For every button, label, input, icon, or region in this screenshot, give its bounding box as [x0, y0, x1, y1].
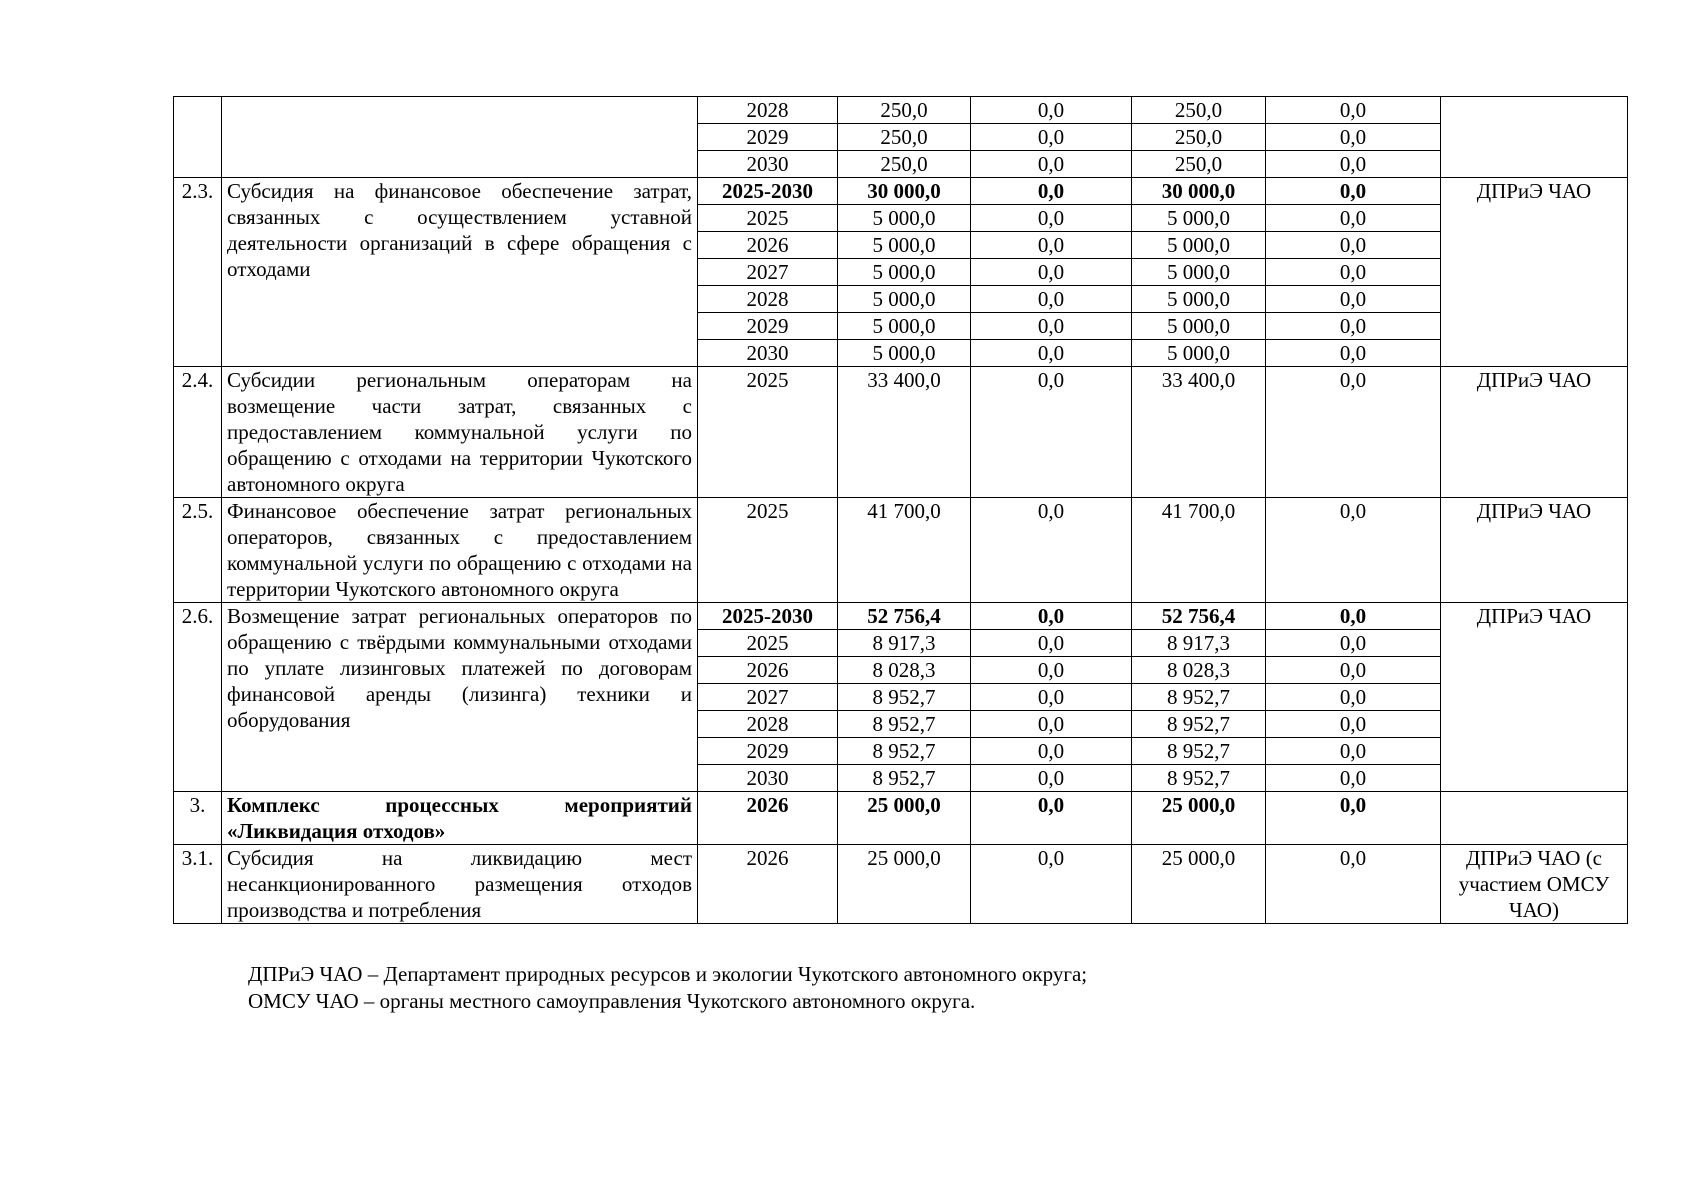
regional-budget-cell: 8 028,3 — [1132, 657, 1266, 684]
federal-budget-cell: 0,0 — [971, 124, 1132, 151]
year-cell: 2025 — [698, 498, 838, 603]
budget-table-body — [174, 97, 1628, 924]
other-sources-cell: 0,0 — [1266, 313, 1441, 340]
regional-budget-cell: 250,0 — [1132, 151, 1266, 178]
total-cell: 8 952,7 — [838, 765, 971, 792]
federal-budget-cell: 0,0 — [971, 845, 1132, 924]
other-sources-cell: 0,0 — [1266, 259, 1441, 286]
regional-budget-cell: 8 952,7 — [1132, 765, 1266, 792]
year-cell: 2029 — [698, 738, 838, 765]
federal-budget-cell: 0,0 — [971, 313, 1132, 340]
regional-budget-cell: 8 952,7 — [1132, 684, 1266, 711]
year-cell: 2026 — [698, 845, 838, 924]
regional-budget-cell: 8 952,7 — [1132, 738, 1266, 765]
total-cell: 52 756,4 — [838, 603, 971, 630]
total-cell: 33 400,0 — [838, 367, 971, 498]
total-cell: 250,0 — [838, 124, 971, 151]
item-number: 2.4. — [174, 367, 222, 498]
federal-budget-cell: 0,0 — [971, 738, 1132, 765]
other-sources-cell: 0,0 — [1266, 765, 1441, 792]
total-cell: 5 000,0 — [838, 205, 971, 232]
other-sources-cell: 0,0 — [1266, 684, 1441, 711]
total-cell: 8 952,7 — [838, 684, 971, 711]
federal-budget-cell: 0,0 — [971, 340, 1132, 367]
executor-cell: ДПРиЭ ЧАО — [1441, 178, 1628, 367]
federal-budget-cell: 0,0 — [971, 498, 1132, 603]
federal-budget-cell: 0,0 — [971, 657, 1132, 684]
table-row — [174, 792, 1628, 845]
table-row — [174, 603, 1628, 630]
federal-budget-cell: 0,0 — [971, 603, 1132, 630]
year-cell: 2030 — [698, 765, 838, 792]
total-cell: 5 000,0 — [838, 259, 971, 286]
federal-budget-cell: 0,0 — [971, 286, 1132, 313]
year-cell: 2029 — [698, 124, 838, 151]
total-cell: 8 028,3 — [838, 657, 971, 684]
regional-budget-cell: 25 000,0 — [1132, 845, 1266, 924]
footnotes — [248, 961, 1087, 1015]
regional-budget-cell: 52 756,4 — [1132, 603, 1266, 630]
regional-budget-cell: 41 700,0 — [1132, 498, 1266, 603]
footnote-omsu: ОМСУ ЧАО – органы местного самоуправления Чукотского автономного округа. — [248, 989, 976, 1013]
year-cell: 2030 — [698, 151, 838, 178]
year-cell: 2028 — [698, 711, 838, 738]
other-sources-cell: 0,0 — [1266, 630, 1441, 657]
year-cell: 2027 — [698, 684, 838, 711]
year-cell: 2028 — [698, 97, 838, 124]
total-cell: 250,0 — [838, 151, 971, 178]
regional-budget-cell: 5 000,0 — [1132, 313, 1266, 340]
total-cell: 30 000,0 — [838, 178, 971, 205]
total-cell: 25 000,0 — [838, 845, 971, 924]
federal-budget-cell: 0,0 — [971, 205, 1132, 232]
year-cell: 2026 — [698, 792, 838, 845]
other-sources-cell: 0,0 — [1266, 232, 1441, 259]
federal-budget-cell: 0,0 — [971, 151, 1132, 178]
year-cell: 2026 — [698, 232, 838, 259]
federal-budget-cell: 0,0 — [971, 765, 1132, 792]
table-row — [174, 498, 1628, 603]
other-sources-cell: 0,0 — [1266, 845, 1441, 924]
executor-cell: ДПРиЭ ЧАО — [1441, 603, 1628, 792]
year-cell: 2025 — [698, 367, 838, 498]
item-name: Возмещение затрат региональных операторов по обращению с твёрдыми коммунальными отходами по уплате лизинговых платежей по договорам финансовой аренды (лизинга) техники и оборудования — [222, 603, 698, 792]
other-sources-cell: 0,0 — [1266, 367, 1441, 498]
year-cell: 2025 — [698, 205, 838, 232]
regional-budget-cell: 33 400,0 — [1132, 367, 1266, 498]
regional-budget-cell: 250,0 — [1132, 124, 1266, 151]
executor-cell: ДПРиЭ ЧАО — [1441, 498, 1628, 603]
executor-cell: ДПРиЭ ЧАО — [1441, 367, 1628, 498]
year-cell: 2025 — [698, 630, 838, 657]
federal-budget-cell: 0,0 — [971, 367, 1132, 498]
total-cell: 5 000,0 — [838, 232, 971, 259]
item-number — [174, 97, 222, 178]
other-sources-cell: 0,0 — [1266, 178, 1441, 205]
regional-budget-cell: 5 000,0 — [1132, 340, 1266, 367]
item-name — [222, 97, 698, 178]
regional-budget-cell: 5 000,0 — [1132, 205, 1266, 232]
executor-cell — [1441, 792, 1628, 845]
item-number: 2.5. — [174, 498, 222, 603]
federal-budget-cell: 0,0 — [971, 792, 1132, 845]
item-name: Комплекс процессных мероприятий «Ликвидация отходов» — [222, 792, 698, 845]
total-cell: 5 000,0 — [838, 286, 971, 313]
other-sources-cell: 0,0 — [1266, 738, 1441, 765]
federal-budget-cell: 0,0 — [971, 178, 1132, 205]
other-sources-cell: 0,0 — [1266, 97, 1441, 124]
item-name: Субсидия на ликвидацию мест несанкционированного размещения отходов производства и потребления — [222, 845, 698, 924]
regional-budget-cell: 25 000,0 — [1132, 792, 1266, 845]
total-cell: 8 952,7 — [838, 738, 971, 765]
regional-budget-cell: 5 000,0 — [1132, 259, 1266, 286]
total-cell: 5 000,0 — [838, 340, 971, 367]
item-name: Субсидия на финансовое обеспечение затрат, связанных с осуществлением уставной деятельности организаций в сфере обращения с отходами — [222, 178, 698, 367]
total-cell: 25 000,0 — [838, 792, 971, 845]
total-cell: 41 700,0 — [838, 498, 971, 603]
other-sources-cell: 0,0 — [1266, 792, 1441, 845]
other-sources-cell: 0,0 — [1266, 711, 1441, 738]
regional-budget-cell: 30 000,0 — [1132, 178, 1266, 205]
regional-budget-cell: 5 000,0 — [1132, 286, 1266, 313]
regional-budget-cell: 5 000,0 — [1132, 232, 1266, 259]
federal-budget-cell: 0,0 — [971, 259, 1132, 286]
year-cell: 2025-2030 — [698, 603, 838, 630]
other-sources-cell: 0,0 — [1266, 286, 1441, 313]
federal-budget-cell: 0,0 — [971, 97, 1132, 124]
other-sources-cell: 0,0 — [1266, 498, 1441, 603]
other-sources-cell: 0,0 — [1266, 657, 1441, 684]
table-row — [174, 178, 1628, 205]
total-cell: 250,0 — [838, 97, 971, 124]
federal-budget-cell: 0,0 — [971, 684, 1132, 711]
executor-cell: ДПРиЭ ЧАО (с участием ОМСУ ЧАО) — [1441, 845, 1628, 924]
footnote-dprie: ДПРиЭ ЧАО – Департамент природных ресурсов и экологии Чукотского автономного округа; — [248, 962, 1088, 986]
year-cell: 2030 — [698, 340, 838, 367]
other-sources-cell: 0,0 — [1266, 151, 1441, 178]
regional-budget-cell: 8 952,7 — [1132, 711, 1266, 738]
regional-budget-cell: 250,0 — [1132, 97, 1266, 124]
item-number: 3. — [174, 792, 222, 845]
total-cell: 5 000,0 — [838, 313, 971, 340]
item-name: Финансовое обеспечение затрат региональных операторов, связанных с предоставлением коммунальной услуги по обращению с отходами на территории Чукотского автономного округа — [222, 498, 698, 603]
total-cell: 8 917,3 — [838, 630, 971, 657]
item-number: 2.3. — [174, 178, 222, 367]
item-name: Субсидии региональным операторам на возмещение части затрат, связанных с предоставлением коммунальной услуги по обращению с отходами на территории Чукотского автономного округа — [222, 367, 698, 498]
year-cell: 2026 — [698, 657, 838, 684]
item-number: 2.6. — [174, 603, 222, 792]
year-cell: 2028 — [698, 286, 838, 313]
federal-budget-cell: 0,0 — [971, 232, 1132, 259]
other-sources-cell: 0,0 — [1266, 124, 1441, 151]
other-sources-cell: 0,0 — [1266, 205, 1441, 232]
table-row — [174, 97, 1628, 124]
item-number: 3.1. — [174, 845, 222, 924]
year-cell: 2027 — [698, 259, 838, 286]
year-cell: 2025-2030 — [698, 178, 838, 205]
federal-budget-cell: 0,0 — [971, 630, 1132, 657]
year-cell: 2029 — [698, 313, 838, 340]
table-row — [174, 845, 1628, 924]
other-sources-cell: 0,0 — [1266, 603, 1441, 630]
budget-table — [173, 96, 1628, 924]
executor-cell — [1441, 97, 1628, 178]
other-sources-cell: 0,0 — [1266, 340, 1441, 367]
total-cell: 8 952,7 — [838, 711, 971, 738]
federal-budget-cell: 0,0 — [971, 711, 1132, 738]
table-row — [174, 367, 1628, 498]
regional-budget-cell: 8 917,3 — [1132, 630, 1266, 657]
